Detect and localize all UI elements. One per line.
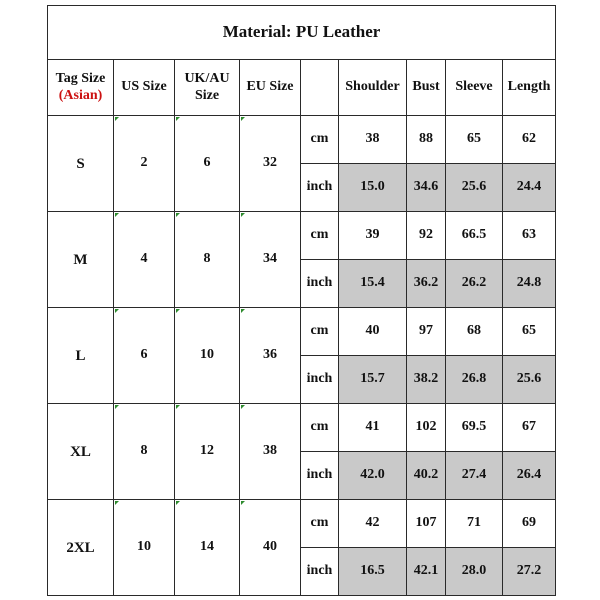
measure-cell-cm-bust: 97 [407, 308, 446, 356]
measure-cell-cm-bust: 88 [407, 116, 446, 164]
unit-cell-cm: cm [301, 308, 339, 356]
us-size-cell: 2 [114, 116, 175, 212]
measure-cell-inch-length: 24.4 [503, 164, 556, 212]
unit-cell-inch: inch [301, 356, 339, 404]
measure-cell-cm-length: 67 [503, 404, 556, 452]
header-ukau-size [175, 60, 240, 116]
unit-cell-inch: inch [301, 452, 339, 500]
measure-cell-inch-bust: 36.2 [407, 260, 446, 308]
measure-cell-cm-shoulder: 40 [339, 308, 407, 356]
measure-cell-inch-length: 25.6 [503, 356, 556, 404]
measure-cell-inch-length: 27.2 [503, 548, 556, 596]
measure-cell-inch-sleeve: 25.6 [446, 164, 503, 212]
measure-cell-cm-bust: 107 [407, 500, 446, 548]
header-tag-size [48, 60, 114, 116]
header-eu-size: EU Size [240, 60, 301, 116]
measure-cell-cm-bust: 92 [407, 212, 446, 260]
unit-cell-cm: cm [301, 500, 339, 548]
table-row [48, 404, 556, 452]
table-row [48, 308, 556, 356]
us-size-cell: 10 [114, 500, 175, 596]
unit-cell-cm: cm [301, 212, 339, 260]
ukau-size-cell: 10 [175, 308, 240, 404]
measure-cell-inch-shoulder: 15.7 [339, 356, 407, 404]
measure-cell-cm-shoulder: 39 [339, 212, 407, 260]
measure-cell-inch-shoulder: 15.4 [339, 260, 407, 308]
measure-cell-cm-sleeve: 65 [446, 116, 503, 164]
eu-size-cell: 36 [240, 308, 301, 404]
header-tag-size-label: Tag Size [55, 70, 106, 86]
header-row [48, 60, 556, 116]
unit-cell-cm: cm [301, 404, 339, 452]
table-row [48, 500, 556, 548]
measure-cell-cm-shoulder: 38 [339, 116, 407, 164]
size-chart-table [47, 5, 556, 596]
header-length: Length [503, 60, 556, 116]
measure-cell-cm-shoulder: 42 [339, 500, 407, 548]
table-row [48, 116, 556, 164]
ukau-size-cell: 12 [175, 404, 240, 500]
ukau-size-cell: 14 [175, 500, 240, 596]
header-ukau-line2: Size [194, 87, 220, 103]
measure-cell-inch-length: 26.4 [503, 452, 556, 500]
unit-cell-cm: cm [301, 116, 339, 164]
unit-cell-inch: inch [301, 260, 339, 308]
header-ukau-line1: UK/AU [184, 70, 230, 86]
measure-cell-cm-sleeve: 66.5 [446, 212, 503, 260]
header-shoulder: Shoulder [339, 60, 407, 116]
ukau-size-cell: 8 [175, 212, 240, 308]
tag-size-cell: S [48, 116, 114, 212]
measure-cell-cm-shoulder: 41 [339, 404, 407, 452]
measure-cell-inch-bust: 38.2 [407, 356, 446, 404]
eu-size-cell: 40 [240, 500, 301, 596]
measure-cell-inch-bust: 34.6 [407, 164, 446, 212]
header-bust: Bust [407, 60, 446, 116]
measure-cell-inch-bust: 42.1 [407, 548, 446, 596]
tag-size-cell: L [48, 308, 114, 404]
measure-cell-inch-sleeve: 28.0 [446, 548, 503, 596]
measure-cell-inch-sleeve: 26.8 [446, 356, 503, 404]
measure-cell-cm-length: 69 [503, 500, 556, 548]
measure-cell-cm-bust: 102 [407, 404, 446, 452]
unit-cell-inch: inch [301, 164, 339, 212]
header-tag-size-note: (Asian) [58, 87, 103, 103]
header-us-size: US Size [114, 60, 175, 116]
size-chart-container [47, 5, 555, 596]
ukau-size-cell: 6 [175, 116, 240, 212]
table-row [48, 212, 556, 260]
measure-cell-cm-sleeve: 69.5 [446, 404, 503, 452]
header-unit [301, 60, 339, 116]
tag-size-cell: XL [48, 404, 114, 500]
measure-cell-inch-shoulder: 15.0 [339, 164, 407, 212]
chart-title: Material: PU Leather [48, 6, 556, 60]
measure-cell-inch-sleeve: 27.4 [446, 452, 503, 500]
measure-cell-cm-sleeve: 68 [446, 308, 503, 356]
tag-size-cell: M [48, 212, 114, 308]
us-size-cell: 8 [114, 404, 175, 500]
eu-size-cell: 32 [240, 116, 301, 212]
header-sleeve: Sleeve [446, 60, 503, 116]
measure-cell-cm-length: 65 [503, 308, 556, 356]
measure-cell-inch-sleeve: 26.2 [446, 260, 503, 308]
measure-cell-cm-length: 62 [503, 116, 556, 164]
unit-cell-inch: inch [301, 548, 339, 596]
us-size-cell: 6 [114, 308, 175, 404]
eu-size-cell: 38 [240, 404, 301, 500]
measure-cell-cm-length: 63 [503, 212, 556, 260]
measure-cell-inch-shoulder: 42.0 [339, 452, 407, 500]
measure-cell-inch-length: 24.8 [503, 260, 556, 308]
eu-size-cell: 34 [240, 212, 301, 308]
measure-cell-inch-bust: 40.2 [407, 452, 446, 500]
tag-size-cell: 2XL [48, 500, 114, 596]
us-size-cell: 4 [114, 212, 175, 308]
measure-cell-cm-sleeve: 71 [446, 500, 503, 548]
measure-cell-inch-shoulder: 16.5 [339, 548, 407, 596]
